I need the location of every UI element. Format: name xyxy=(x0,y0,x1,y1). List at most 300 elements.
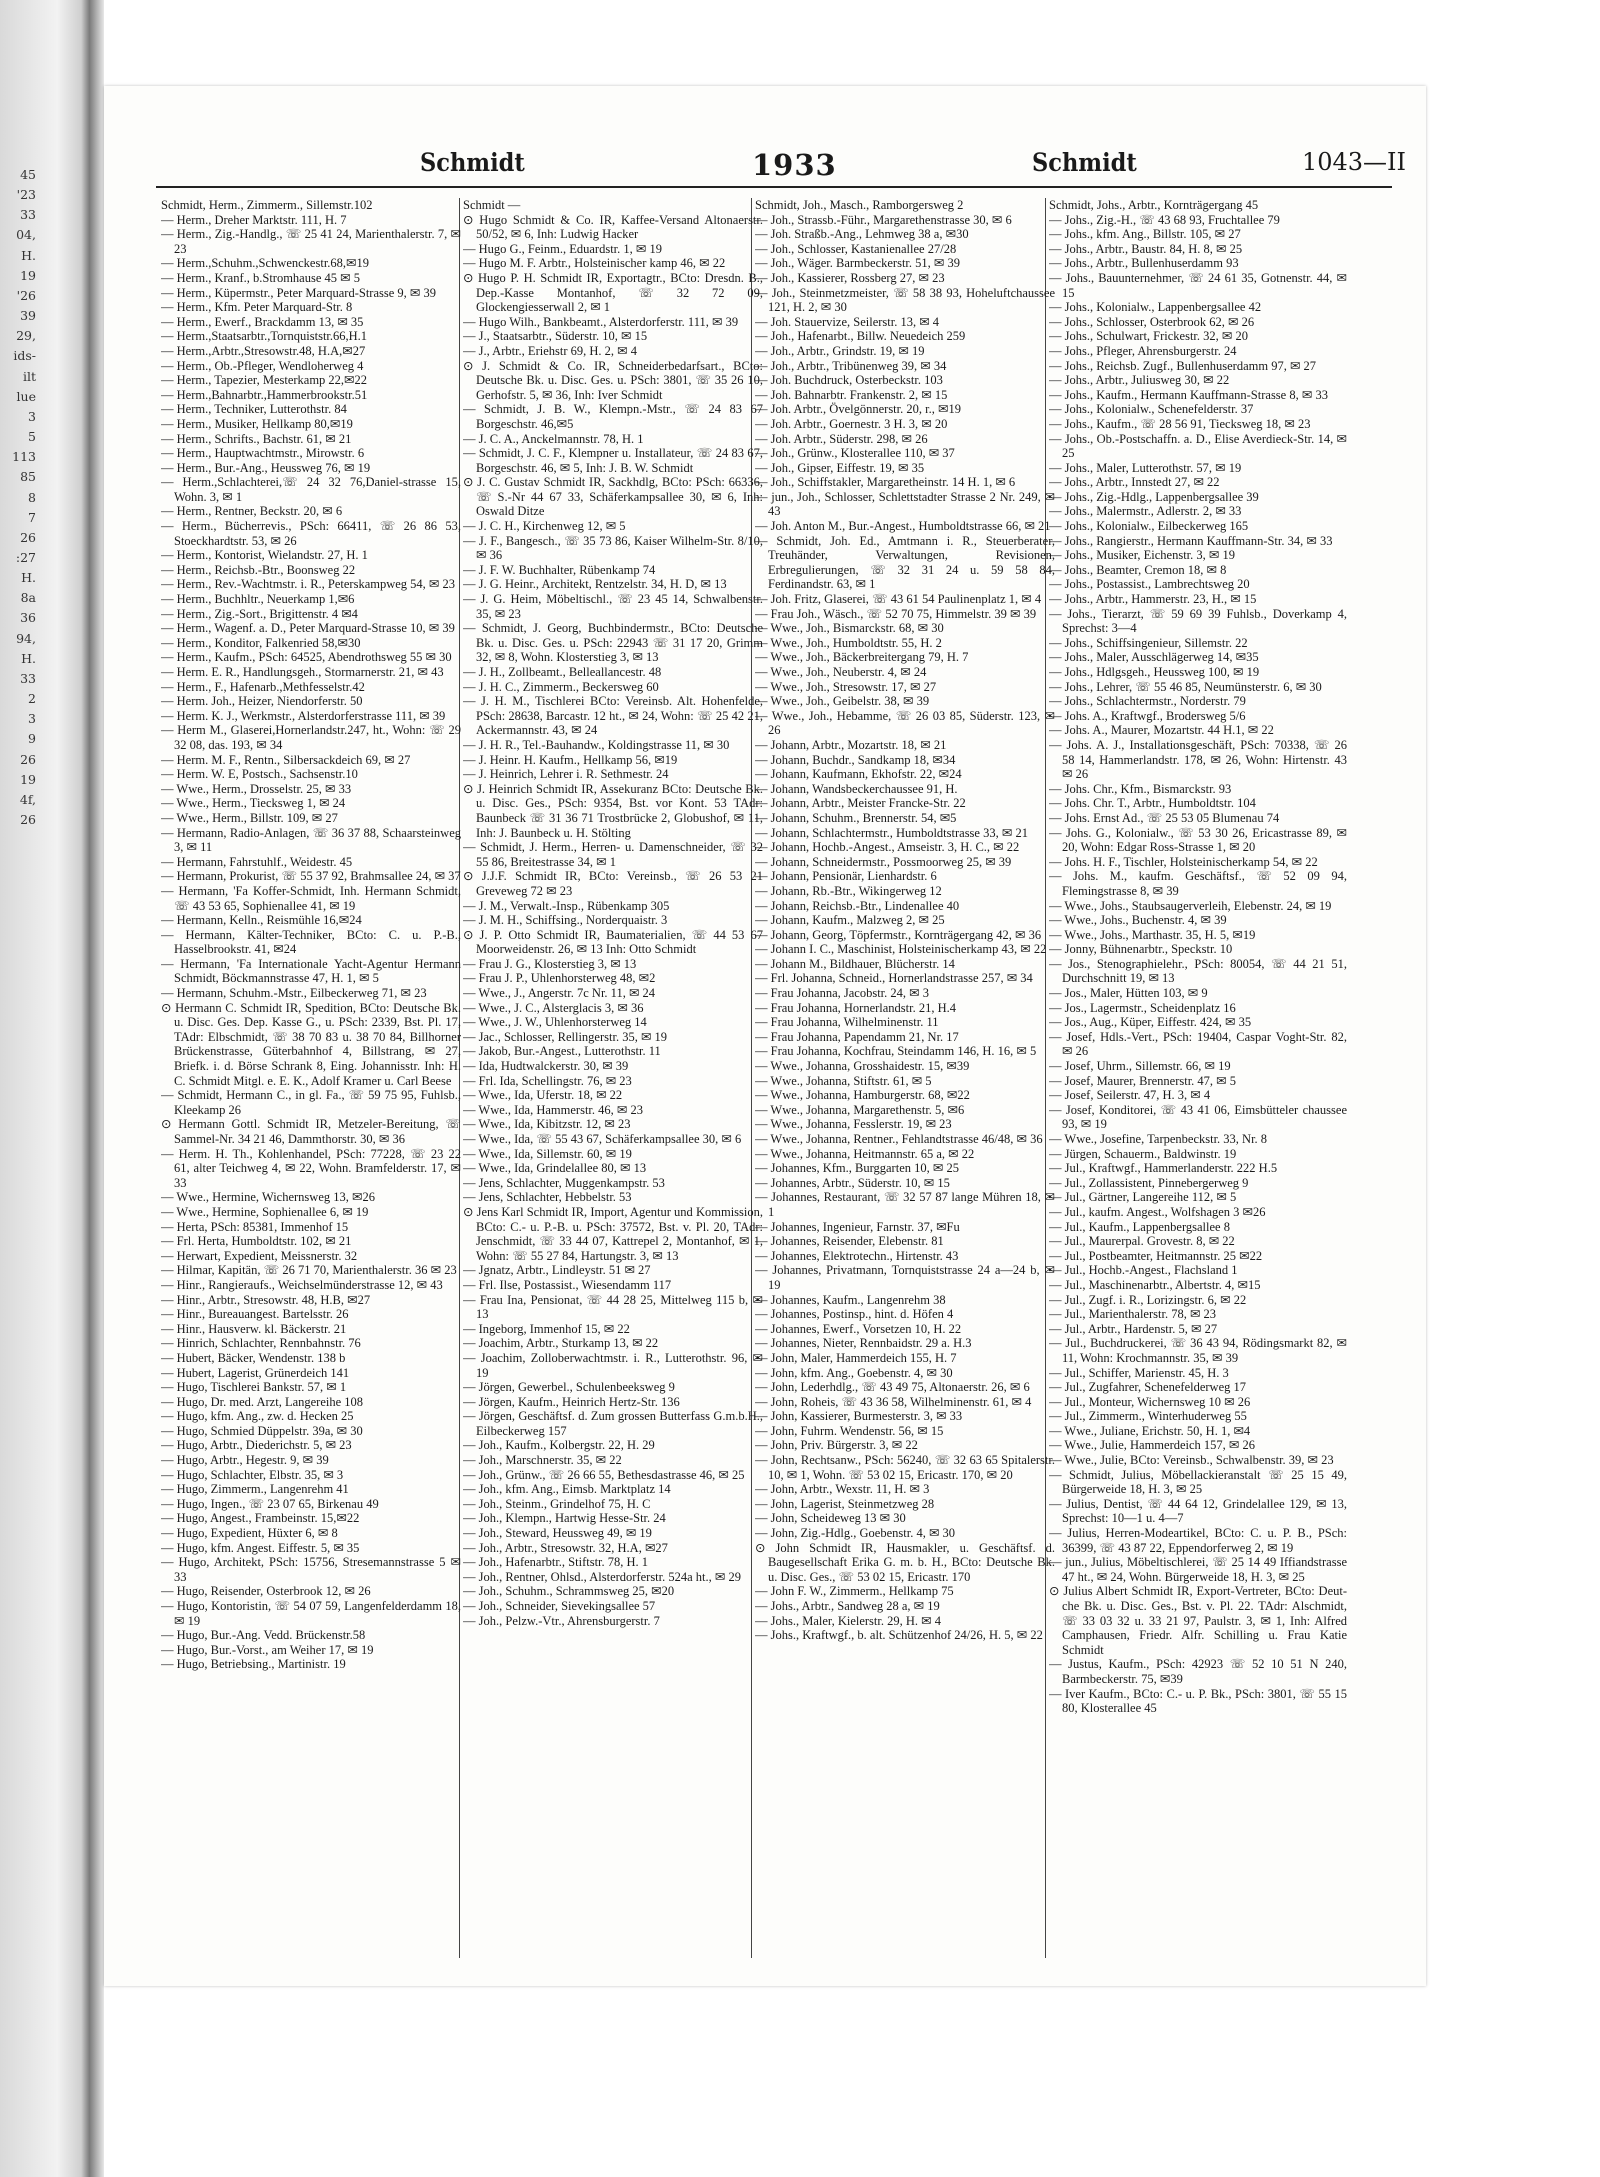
directory-entry: — John, Zig.-Hdlg., Goebenstr. 4, ✉ 30 xyxy=(755,1526,956,1541)
directory-entry: — Johs., Arbtr., Innstedt 27, ✉ 22 xyxy=(1049,475,1220,490)
directory-entry: — Wwe., Joh., Geibelstr. 38, ✉ 39 xyxy=(755,694,930,709)
header-left-name: Schmidt xyxy=(420,148,525,177)
directory-entry: Schmidt, Johs., Arbtr., Kornträgergang 45 xyxy=(1049,198,1259,212)
directory-entry: — Julius, Herren-Modeartikel, BCto: C. u. P. B., PSch: 36399, ☏ 43 87 22, Eppendorferweg 2, ✉ 19 xyxy=(1049,1526,1347,1555)
directory-entry: — Wwe., Ida, Hammerstr. 46, ✉ 23 xyxy=(463,1102,643,1117)
margin-fragment: 04, xyxy=(16,227,36,243)
directory-entry: — Herm.,Arbtr.,Stresowstr.48, H.A,✉27 xyxy=(161,343,366,358)
directory-entry: — Jonny, Bühnenarbtr., Speckstr. 10 xyxy=(1049,942,1233,957)
directory-entry: — John, Rechtsanw., PSch: 56240, ☏ 32 63 65 Spitalerstr. 10, ✉ 1, Wohn. ☏ 53 02 15, Ericastr. 170, ✉ 20 xyxy=(755,1453,1055,1482)
directory-entry: — Frau Johanna, Wilhelminenstr. 11 xyxy=(755,1015,939,1030)
directory-entry: — Johs., Beamter, Cremon 18, ✉ 8 xyxy=(1049,562,1227,577)
directory-entry: — Johann, Pensionär, Lienhardstr. 6 xyxy=(755,869,937,884)
directory-entry: — Wwe., J. C., Alsterglacis 3, ✉ 36 xyxy=(463,1000,644,1015)
directory-entry: — J. H. R., Tel.-Bauhandw., Koldingstrasse 11, ✉ 30 xyxy=(463,737,730,752)
margin-fragment: '26 xyxy=(16,287,36,303)
directory-entry: — Johs., Kolonialw., Eilbeckerweg 165 xyxy=(1049,519,1249,534)
directory-entry: — Joh., Arbtr., Tribünenweg 39, ✉ 34 xyxy=(755,358,947,373)
directory-entry: — Joh., Kassierer, Rossberg 27, ✉ 23 xyxy=(755,270,945,285)
directory-entry: — Frl. Johanna, Schneid., Hornerlandstrasse 257, ✉ 34 xyxy=(755,971,1033,986)
directory-entry: — Johs., Musiker, Eichenstr. 3, ✉ 19 xyxy=(1049,548,1236,563)
directory-entry: — J. H. M., Tischlerei BCto: Vereinsb. Alt. Hohenfelde, PSch: 28638, Barcastr. 12 ht., ✉ 24, Wohn: ☏ 25 42 21, Ackermannstr. 43, ✉ 24 xyxy=(463,694,763,738)
directory-entry: — Jens, Schlachter, Muggenkampstr. 53 xyxy=(463,1175,665,1190)
directory-entry: — Jul., Schiffer, Marienstr. 45, H. 3 xyxy=(1049,1365,1229,1380)
directory-entry: — Herm., Bur.-Ang., Heussweg 76, ✉ 19 xyxy=(161,460,371,475)
directory-entry: — Hugo Wilh., Bankbeamt., Alsterdorferstr. 111, ✉ 39 xyxy=(463,314,739,329)
directory-entry: — Herm., Reichsb.-Btr., Boonsweg 22 xyxy=(161,562,356,577)
directory-entry: — Hinr., Arbtr., Stresowstr. 48, H.B, ✉27 xyxy=(161,1292,371,1307)
directory-entry: ⊙ Hermann Gottl. Schmidt IR, Metzeler-Bereitung, ☏ Sammel-Nr. 34 21 46, Dammthorstr. 30, ✉ 36 xyxy=(161,1117,461,1146)
directory-entry: — Johannes, Restaurant, ☏ 32 57 87 lange Mühren 18, ✉ 1 xyxy=(755,1190,1055,1219)
directory-entry: — Joh. Buchdruck, Osterbeckstr. 103 xyxy=(755,373,943,388)
directory-entry: — Johs., Maler, Ausschlägerweg 14, ✉35 xyxy=(1049,650,1259,665)
directory-entry: — Joh., Strassb.-Führ., Margarethenstrasse 30, ✉ 6 xyxy=(755,212,1012,227)
directory-entry: — Wwe., Johanna, Grosshaidestr. 15, ✉39 xyxy=(755,1059,970,1074)
directory-entry: — Hugo, Bur.-Vorst., am Weiher 17, ✉ 19 xyxy=(161,1642,374,1657)
directory-entry: — Frau J. P., Uhlenhorsterweg 48, ✉2 xyxy=(463,971,656,986)
directory-entry: — Herm., Konditor, Falkenried 58,✉30 xyxy=(161,635,361,650)
directory-entry: — Hermann, Kälter-Techniker, BCto: C. u. P.-B., Hasselbrookstr. 41, ✉24 xyxy=(161,927,461,957)
directory-entry: — Hugo, Arbtr., Hegestr. 9, ✉ 39 xyxy=(161,1453,329,1468)
directory-entry: — Johann, Schneidermstr., Possmoorweg 25, ✉ 39 xyxy=(755,854,1012,869)
directory-entry: — Joh., Klempn., Hartwig Hesse-Str. 24 xyxy=(463,1511,666,1526)
directory-entry: — Herm., Buchhltr., Neuerkamp 1,✉6 xyxy=(161,592,355,607)
directory-entry: — Johannes, Ingenieur, Farnstr. 37, ✉Fu xyxy=(755,1219,960,1234)
directory-entry: — jun., Julius, Möbeltischlerei, ☏ 25 14 49 Iffiandstrasse 47 ht., ✉ 24, Wohn. Bürgerweide 18, H. 3, ✉ 25 xyxy=(1049,1555,1347,1584)
directory-entry: — J. C. H., Kirchenweg 12, ✉ 5 xyxy=(463,519,626,534)
directory-entry: — Johann, Hochb.-Angest., Amseistr. 3, H. C., ✉ 22 xyxy=(755,840,1020,855)
directory-entry: — John, Maler, Hammerdeich 155, H. 7 xyxy=(755,1350,957,1365)
directory-entry: — Johs., Schlachtermstr., Norderstr. 79 xyxy=(1049,694,1246,709)
margin-fragment: 3 xyxy=(28,408,36,424)
directory-entry: — Wwe., Herm., Tiecksweg 1, ✉ 24 xyxy=(161,796,346,811)
directory-entry: — Jul., Zimmerm., Winterhuderweg 55 xyxy=(1049,1409,1247,1424)
directory-entry: ⊙ Hugo Schmidt & Co. IR, Kaffee-Versand Altonaerstr. 50/52, ✉ 6, Inh: Ludwig Hacker xyxy=(463,212,763,242)
directory-entry: — Johs., Kaufm., ☏ 28 56 91, Tiecksweg 18, ✉ 23 xyxy=(1049,416,1311,431)
directory-entry: — Hugo, Tischlerei Bankstr. 57, ✉ 1 xyxy=(161,1380,347,1395)
directory-entry: — Johs., Schulwart, Frickestr. 32, ✉ 20 xyxy=(1049,329,1249,344)
directory-entry: — Johs., Kolonialw., Schenefelderstr. 37 xyxy=(1049,402,1254,417)
directory-entry: — Jörgen, Geschäftsf. d. Zum grossen Butterfass G.m.b.H., Eilbeckerweg 157 xyxy=(463,1409,763,1438)
directory-entry: — John, Lederhdlg., ☏ 43 49 75, Altonaerstr. 26, ✉ 6 xyxy=(755,1380,1030,1395)
directory-entry: — J. C. A., Anckelmannstr. 78, H. 1 xyxy=(463,431,644,446)
directory-entry: — Hermann, Fahrstuhlf., Weidestr. 45 xyxy=(161,854,353,869)
directory-entry: — Herm., Musiker, Hellkamp 80,✉19 xyxy=(161,416,353,431)
directory-entry: — Wwe., Joh., Humboldtstr. 55, H. 2 xyxy=(755,635,942,650)
directory-entry: — J., Staatsarbtr., Süderstr. 10, ✉ 15 xyxy=(463,329,648,344)
directory-entry: — Johannes, Kfm., Burggarten 10, ✉ 25 xyxy=(755,1161,959,1176)
directory-entry: — Joachim, Zolloberwachtmstr. i. R., Lutterothstr. 96, ✉ 19 xyxy=(463,1350,763,1380)
directory-entry: — Johann, Schlachtermstr., Humboldtstrasse 33, ✉ 21 xyxy=(755,825,1028,840)
directory-entry: — Johs., Bauunternehmer, ☏ 24 61 35, Gotnenstr. 44, ✉ 15 xyxy=(1049,270,1347,300)
directory-entry: — Johs. A. J., Installationsgeschäft, PSch: 70338, ☏ 26 58 14, Hammerlandstr. 178, ✉ 26, Wohn: Hirtenstr. 43 ✉ 26 xyxy=(1049,737,1347,782)
directory-entry: — Wwe., Johs., Buchenstr. 4, ✉ 39 xyxy=(1049,913,1227,928)
directory-entry: — Johannes, Elektrotechn., Hirtenstr. 43 xyxy=(755,1248,959,1263)
directory-entry: — Johs., Zig.-H., ☏ 43 68 93, Fruchtallee 79 xyxy=(1049,212,1280,227)
directory-entry: — Jac., Schlosser, Rellingerstr. 35, ✉ 19 xyxy=(463,1029,668,1044)
directory-entry: — Hugo, Architekt, PSch: 15756, Stresemannstrasse 5 ✉ 33 xyxy=(161,1555,461,1584)
directory-entry: — Joh., Wäger. Barmbeckerstr. 51, ✉ 39 xyxy=(755,256,960,271)
margin-fragment: 29, xyxy=(16,328,36,344)
directory-entry: — Wwe., Ida, Grindelallee 80, ✉ 13 xyxy=(463,1161,647,1176)
directory-entry: ⊙ J. C. Gustav Schmidt IR, Sackhdlg, BCto: PSch: 66336, ☏ S.-Nr 44 67 33, Schäferkampsallee 30, ✉ 6, Inh: Oswald Ditze xyxy=(463,475,763,519)
directory-entry: — Joh., Steinm., Grindelhof 75, H. C xyxy=(463,1496,651,1511)
margin-fragment: H. xyxy=(21,570,36,586)
directory-entry: — Johannes, Postinsp., hint. d. Höfen 4 xyxy=(755,1307,954,1322)
margin-fragment: H. xyxy=(21,247,36,263)
directory-entry: — Hermann, 'Fa Koffer-Schmidt, Inh. Hermann Schmidt, ☏ 43 53 65, Sophienallee 41, ✉ 19 xyxy=(161,883,461,913)
directory-entry: — Hinr., Rangieraufs., Weichselmünderstrasse 12, ✉ 43 xyxy=(161,1277,443,1292)
directory-entry: — Josef, Maurer, Brennerstr. 47, ✉ 5 xyxy=(1049,1073,1237,1088)
directory-entry: — Ingeborg, Immenhof 15, ✉ 22 xyxy=(463,1321,630,1336)
directory-entry: — Johs. Chr., Kfm., Bismarckstr. 93 xyxy=(1049,781,1232,796)
directory-entry: — Herm., Zig.-Sort., Brigittenstr. 4 ✉4 xyxy=(161,606,358,621)
directory-entry: — Wwe., Johanna, Rentner., Fehlandtstrasse 46/48, ✉ 36 xyxy=(755,1132,1043,1146)
directory-entry: — Jul., kaufm. Angest., Wolfshagen 3 ✉26 xyxy=(1049,1204,1266,1219)
directory-entry: — Hugo, Schmied Düppelstr. 39a, ✉ 30 xyxy=(161,1423,363,1438)
header-page-number: 1043—II xyxy=(1301,148,1406,176)
directory-entry: ⊙ J. P. Otto Schmidt IR, Baumaterialien, ☏ 44 53 67 Moorweidenstr. 26, ✉ 13 Inh: Otto Schmidt xyxy=(463,927,763,957)
directory-entry: — Schmidt, Joh. Ed., Amtmann i. R., Steuerberater, Treuhänder, Verwaltungen, Revisionen, Erbregulierungen, ☏ 32 31 24 u. 59 58 84, Ferdinandstr. 63, ✉ 1 xyxy=(755,533,1055,592)
directory-entry: — Johann, Kaufmann, Ekhofstr. 22, ✉24 xyxy=(755,767,962,782)
margin-fragment: ilt xyxy=(22,368,36,384)
margin-fragment: 26 xyxy=(20,812,36,827)
directory-entry: — J. M., Verwalt.-Insp., Rübenkamp 305 xyxy=(463,898,670,913)
directory-entry: Schmidt, Herm., Zimmerm., Sillemstr.102 xyxy=(161,198,373,212)
directory-entry: — Hugo, Ingen., ☏ 23 07 65, Birkenau 49 xyxy=(161,1496,379,1511)
entry-column-3 xyxy=(755,198,1055,1958)
directory-entry: — Wwe., Joh., Bismarckstr. 68, ✉ 30 xyxy=(755,621,944,636)
header-rule xyxy=(156,186,1392,188)
directory-entry: — Wwe., Herm., Billstr. 109, ✉ 27 xyxy=(161,810,338,825)
directory-entry: — Hugo, Bur.-Ang. Vedd. Brückenstr.58 xyxy=(161,1628,366,1643)
directory-entry: — Wwe., Johanna, Hamburgerstr. 68, ✉22 xyxy=(755,1088,970,1103)
directory-entry: — Joh., Steinmetzmeister, ☏ 58 38 93, Hoheluftchaussee 121, H. 2, ✉ 30 xyxy=(755,285,1055,315)
directory-entry: ⊙ John Schmidt IR, Hausmakler, u. Geschäftsf. d. Baugesellschaft Erika G. m. b. H., BCto: Deutsche Bk. u. Disc. Ges., ☏ 53 02 15, Ericastr. 170 xyxy=(755,1540,1055,1584)
directory-entry: — Wwe., Joh., Bäckerbreitergang 79, H. 7 xyxy=(755,650,969,665)
directory-entry: — John, Roheis, ☏ 43 36 58, Wilhelminenstr. 61, ✉ 4 xyxy=(755,1394,1032,1409)
margin-fragment: 7 xyxy=(28,509,36,525)
directory-entry: — John, Arbtr., Wexstr. 11, H. ✉ 3 xyxy=(755,1482,930,1497)
margin-fragment: 5 xyxy=(28,429,36,445)
directory-entry: — Hugo, Kontoristin, ☏ 54 07 59, Langenfelderdamm 18, ✉ 19 xyxy=(161,1599,461,1628)
directory-entry: — Herm., Rev.-Wachtmstr. i. R., Peterskampweg 54, ✉ 23 xyxy=(161,577,456,592)
directory-entry: — Jos., Maler, Hütten 103, ✉ 9 xyxy=(1049,986,1208,1001)
margin-fragment: 3 xyxy=(28,711,36,727)
margin-fragment: ids- xyxy=(13,348,36,364)
directory-entry: — Hugo, Dr. med. Arzt, Langereihe 108 xyxy=(161,1394,364,1409)
directory-entry: — Frl. Ilse, Postassist., Wiesendamm 117 xyxy=(463,1277,672,1292)
directory-entry: — Jörgen, Gewerbel., Schulenbeeksweg 9 xyxy=(463,1380,675,1395)
directory-entry: — Hermann, Radio-Anlagen, ☏ 36 37 88, Schaarsteinweg 3, ✉ 11 xyxy=(161,825,461,855)
directory-entry: — Johann, Reichsb.-Btr., Lindenallee 40 xyxy=(755,898,960,913)
directory-entry: — Herm., Wagenf. a. D., Peter Marquard-Strasse 10, ✉ 39 xyxy=(161,621,455,636)
directory-entry: — John, kfm. Ang., Goebenstr. 4, ✉ 30 xyxy=(755,1365,953,1380)
directory-entry: — Johs., Maler, Kielerstr. 29, H. ✉ 4 xyxy=(755,1613,941,1628)
directory-entry: — Johs., Ob.-Postschaffn. a. D., Elise Averdieck-Str. 14, ✉ 25 xyxy=(1049,431,1347,461)
directory-entry: — Wwe., Josefine, Tarpenbeckstr. 33, Nr. 8 xyxy=(1049,1132,1268,1146)
directory-entry: — Johs., Schlosser, Osterbrook 62, ✉ 26 xyxy=(1049,314,1255,329)
directory-entry: — Hugo, Betriebsing., Martinistr. 19 xyxy=(161,1657,346,1672)
directory-entry: — Herm., Ob.-Pfleger, Wendloherweg 4 xyxy=(161,358,364,373)
directory-entry: — Justus, Kaufm., PSch: 42923 ☏ 52 10 51 N 240, Barmbeckerstr. 75, ✉39 xyxy=(1049,1657,1347,1686)
directory-entry: — Johann, Arbtr., Mozartstr. 18, ✉ 21 xyxy=(755,737,947,752)
directory-entry: — Hugo, kfm. Angest. Eiffestr. 5, ✉ 35 xyxy=(161,1540,360,1555)
directory-entry: — Wwe., Julie, Hammerdeich 157, ✉ 26 xyxy=(1049,1438,1256,1453)
directory-entry: — Joh. Arbtr., Süderstr. 298, ✉ 26 xyxy=(755,431,928,446)
directory-entry: — Frau Johanna, Papendamm 21, Nr. 17 xyxy=(755,1029,959,1044)
directory-entry: — Josef, Seilerstr. 47, H. 3, ✉ 4 xyxy=(1049,1088,1211,1103)
directory-entry: — Johs., Kaufm., Hermann Kauffmann-Strasse 8, ✉ 33 xyxy=(1049,387,1328,402)
directory-entry: — Jürgen, Schauerm., Baldwinstr. 19 xyxy=(1049,1146,1237,1161)
directory-entry: — Johs., Postassist., Lambrechtsweg 20 xyxy=(1049,577,1250,592)
directory-entry: — J. H. C., Zimmerm., Beckersweg 60 xyxy=(463,679,659,694)
margin-fragment: 19 xyxy=(20,771,36,787)
directory-entry: — J., Arbtr., Eriehstr 69, H. 2, ✉ 4 xyxy=(463,343,638,358)
directory-entry: — Johann, Schuhm., Brennerstr. 54, ✉5 xyxy=(755,810,957,825)
directory-entry: — Schmidt, J. C. F., Klempner u. Installateur, ☏ 24 83 67, Borgeschstr. 46, ✉ 5, Inh: J. B. W. Schmidt xyxy=(463,446,763,475)
entry-column-1 xyxy=(161,198,461,1958)
margin-fragment: 26 xyxy=(20,751,36,767)
directory-entry: — John, Priv. Bürgerstr. 3, ✉ 22 xyxy=(755,1438,918,1453)
margin-fragment: 19 xyxy=(20,267,36,283)
directory-entry: — Johann, Rb.-Btr., Wikingerweg 12 xyxy=(755,883,942,898)
directory-entry: — Herm., Kranf., b.Stromhause 45 ✉ 5 xyxy=(161,270,360,285)
margin-fragment: 33 xyxy=(20,207,36,223)
entry-column-4 xyxy=(1049,198,1347,1958)
directory-entry: — J. H., Zollbeamt., Belleallancestr. 48 xyxy=(463,665,662,679)
margin-fragment: H. xyxy=(21,650,36,666)
directory-entry: — Wwe., Joh., Neuberstr. 4, ✉ 24 xyxy=(755,665,927,679)
margin-fragment: 2 xyxy=(28,691,36,707)
directory-entry: — Johs., Arbtr., Sandweg 28 a, ✉ 19 xyxy=(755,1599,940,1613)
directory-entry: — Wwe., Julie, BCto: Vereinsb., Schwalbenstr. 39, ✉ 23 xyxy=(1049,1453,1334,1468)
directory-entry: — Herm.,Staatsarbtr.,Tornquiststr.66,H.1 xyxy=(161,329,368,344)
directory-entry: — Frau Johanna, Hornerlandstr. 21, H.4 xyxy=(755,1000,957,1015)
directory-entry: — J. Heinrich, Lehrer i. R. Sethmestr. 24 xyxy=(463,767,669,782)
directory-entry: — Josef, Uhrm., Sillemstr. 66, ✉ 19 xyxy=(1049,1059,1231,1074)
directory-entry: — Wwe., Ida, Sillemstr. 60, ✉ 19 xyxy=(463,1146,632,1161)
directory-entry: — Wwe., Johanna, Stiftstr. 61, ✉ 5 xyxy=(755,1073,932,1088)
directory-entry: — Johann M., Bildhauer, Blücherstr. 14 xyxy=(755,956,955,971)
directory-entry: — John, Fuhrm. Wendenstr. 56, ✉ 15 xyxy=(755,1423,944,1438)
directory-entry: — Jul., Postbeamter, Heitmannstr. 25 ✉22 xyxy=(1049,1248,1263,1263)
margin-fragment: 4f, xyxy=(19,791,36,807)
directory-entry: — Johs. M., kaufm. Geschäftsf., ☏ 52 09 94, Flemingstrasse 8, ✉ 39 xyxy=(1049,869,1347,898)
directory-entry: — Hermann, 'Fa Internationale Yacht-Agentur Hermann Schmidt, Böckmannstrasse 47, H. 1, ✉ 5 xyxy=(161,956,461,986)
directory-entry: — Herm., Kaufm., PSch: 64525, Abendrothsweg 55 ✉ 30 xyxy=(161,650,452,665)
directory-entry: — Herm. Joh., Heizer, Niendorferstr. 50 xyxy=(161,694,363,709)
directory-entry: — Herta, PSch: 85381, Immenhof 15 xyxy=(161,1219,349,1234)
directory-entry: — Johann, Wandsbeckerchaussee 91, H. xyxy=(755,781,958,796)
directory-entry: — Hugo, Arbtr., Diederichstr. 5, ✉ 23 xyxy=(161,1438,352,1453)
directory-entry: — Jul., Maschinenarbtr., Albertstr. 4, ✉15 xyxy=(1049,1277,1261,1292)
directory-entry: — Wwe., Ida, ☏ 55 43 67, Schäferkampsallee 30, ✉ 6 xyxy=(463,1132,742,1146)
margin-fragment: 85 xyxy=(20,469,36,485)
directory-entry: — Wwe., J. W., Uhlenhorsterweg 14 xyxy=(463,1015,647,1030)
directory-entry: — Johs., kfm. Ang., Billstr. 105, ✉ 27 xyxy=(1049,227,1241,242)
directory-entry: — Wwe., Ida, Kibitzstr. 12, ✉ 23 xyxy=(463,1117,631,1132)
directory-entry: — Herm., Ewerf., Brackdamm 13, ✉ 35 xyxy=(161,314,364,329)
directory-entry: — Wwe., Johs., Marthastr. 35, H. 5, ✉19 xyxy=(1049,927,1256,942)
directory-entry: — J. G. Heinr., Architekt, Rentzelstr. 34, H. D, ✉ 13 xyxy=(463,577,727,592)
directory-entry: — J. Heinr. H. Kaufm., Hellkamp 56, ✉19 xyxy=(463,752,678,767)
directory-entry: — Johann, Georg, Töpfermstr., Kornträgergang 42, ✉ 36 xyxy=(755,927,1042,942)
directory-entry: — Herm.,Bahnarbtr.,Hammerbrookstr.51 xyxy=(161,387,368,402)
directory-entry: — Schmidt, J. Georg, Buchbindermstr., BCto: Deutsche Bk. u. Disc. Ges. u. PSch: 22943 ☏ 31 17 20, Grimm 32, ✉ 8, Wohn. Klosterstieg 3, ✉ 13 xyxy=(463,621,763,665)
directory-entry: — Ida, Hudtwalckerstr. 30, ✉ 39 xyxy=(463,1059,629,1074)
directory-entry: — Wwe., J., Angerstr. 7c Nr. 11, ✉ 24 xyxy=(463,986,656,1001)
directory-entry: — Hugo, kfm. Ang., zw. d. Hecken 25 xyxy=(161,1409,354,1424)
directory-entry: — Wwe., Joh., Hebamme, ☏ 26 03 85, Süderstr. 123, ✉ 26 xyxy=(755,708,1055,738)
directory-entry: — Johannes, Reisender, Elebenstr. 81 xyxy=(755,1234,944,1249)
directory-entry: — Johs. G., Kolonialw., ☏ 53 30 26, Ericastrasse 89, ✉ 20, Wohn: Edgar Ross-Strasse 1, ✉ 20 xyxy=(1049,825,1347,855)
directory-entry: — Joh. Arbtr., Övelgönnerstr. 20, r., ✉19 xyxy=(755,402,961,417)
directory-entry: — Johs., Tierarzt, ☏ 59 69 39 Fuhlsb., Doverkamp 4, Sprechst: 3—4 xyxy=(1049,606,1347,636)
directory-entry: — Herm., Kfm. Peter Marquard-Str. 8 xyxy=(161,300,353,315)
directory-entry: ⊙ Jens Karl Schmidt IR, Import, Agentur und Kommission, BCto: C.- u. P.-B. u. PSch: 37572, Bst. v. Pl. 20, TAdr: Jenschmidt, ☏ 33 44 07, Kattrepel 2, Montanhof, ✉ 1, Wohn: ☏ 55 27 84, Hartungstr. 3, ✉ 13 xyxy=(463,1204,763,1263)
directory-entry: — Jos., Stenographielehr., PSch: 80054, ☏ 44 21 51, Durchschnitt 19, ✉ 13 xyxy=(1049,956,1347,986)
directory-entry: ⊙ J. Heinrich Schmidt IR, Assekuranz BCto: Deutsche Bk. u. Disc. Ges., PSch: 9354, Bst. vor Kont. 53 TAdr: Baunbeck ☏ 31 36 71 Trostbrücke 2, Globushof, ✉ 11, Inh: J. Baunbeck u. H. Stölting xyxy=(463,781,763,840)
directory-entry: ⊙ J.J.F. Schmidt IR, BCto: Vereinsb., ☏ 26 53 21 Greveweg 72 ✉ 23 xyxy=(463,869,763,898)
margin-fragment: 33 xyxy=(20,670,36,686)
directory-entry: — Iver Kaufm., BCto: C.- u. P. Bk., PSch: 3801, ☏ 55 15 80, Klosterallee 45 xyxy=(1049,1686,1347,1716)
directory-entry: — Jul., Zugfahrer, Schenefelderweg 17 xyxy=(1049,1380,1246,1395)
directory-entry: — Johs., Pfleger, Ahrensburgerstr. 24 xyxy=(1049,343,1237,358)
header-year: 1933 xyxy=(752,148,837,182)
directory-entry: — Jul., Arbtr., Hardenstr. 5, ✉ 27 xyxy=(1049,1321,1218,1336)
directory-entry: — Johs. H. F., Tischler, Holsteinischerkamp 54, ✉ 22 xyxy=(1049,854,1318,869)
directory-entry: — Wwe., Herm., Drosselstr. 25, ✉ 33 xyxy=(161,781,352,796)
directory-entry: — Johs., Arbtr., Bullenhuserdamm 93 xyxy=(1049,256,1239,271)
directory-entry: Schmidt — xyxy=(463,198,521,212)
directory-entry: — Herm. W. E, Postsch., Sachsenstr.10 xyxy=(161,767,358,782)
directory-entry: — Hilmar, Kapitän, ☏ 26 71 70, Marienthalerstr. 36 ✉ 23 xyxy=(161,1263,457,1278)
directory-entry: — Joh., Kaufm., Kolbergstr. 22, H. 29 xyxy=(463,1438,655,1453)
directory-entry: — Johannes, Nieter, Rennbaidstr. 29 a. H.3 xyxy=(755,1336,972,1351)
directory-entry: — Johann, Arbtr., Meister Francke-Str. 22 xyxy=(755,796,966,811)
page-header xyxy=(140,148,1406,188)
directory-entry: — Johs., Arbtr., Baustr. 84, H. 8, ✉ 25 xyxy=(1049,241,1243,256)
directory-entry: — Schmidt, J. Herm., Herren- u. Damenschneider, ☏ 32 55 86, Breitestrasse 34, ✉ 1 xyxy=(463,840,763,869)
directory-entry: — Josef, Konditorei, ☏ 43 41 06, Eimsbütteler chaussee 93, ✉ 19 xyxy=(1049,1102,1347,1132)
directory-entry: — Herm., Bücherrevis., PSch: 66411, ☏ 26 86 53, Stoeckhardtstr. 53, ✉ 26 xyxy=(161,519,461,548)
directory-entry: — Joh., Hafenarbt., Billw. Neuedeich 259 xyxy=(755,329,966,344)
directory-entry: — Johs., Reichsb. Zugf., Bullenhuserdamm 97, ✉ 27 xyxy=(1049,358,1317,373)
directory-entry: — Jakob, Bur.-Angest., Lutterothstr. 11 xyxy=(463,1044,661,1059)
directory-entry: — Joh. Fritz, Glaserei, ☏ 43 61 54 Paulinenplatz 1, ✉ 4 xyxy=(755,592,1042,607)
directory-entry: — Joh., Schuhm., Schrammsweg 25, ✉20 xyxy=(463,1584,675,1599)
directory-entry: — Johs. A., Maurer, Mozartstr. 44 H.1, ✉ 22 xyxy=(1049,723,1274,738)
directory-entry: — Johann, Buchdr., Sandkamp 18, ✉34 xyxy=(755,752,956,767)
directory-entry: — John, Lagerist, Steinmetzweg 28 xyxy=(755,1496,935,1511)
directory-entry: — Joh., kfm. Ang., Eimsb. Marktplatz 14 xyxy=(463,1482,671,1497)
directory-entry: — John F. W., Zimmerm., Hellkamp 75 xyxy=(755,1584,954,1599)
directory-entry: — Johannes, Kaufm., Langenrehm 38 xyxy=(755,1292,946,1307)
directory-entry: ⊙ J. Schmidt & Co. IR, Schneiderbedarfsart., BCto: Deutsche Bk. u. Disc. Ges. u. PSch: 3801, ☏ 35 26 10, Gerhofstr. 5, ✉ 36, Inh: Iver Schmidt xyxy=(463,358,763,402)
directory-entry: — Schmidt, J. B. W., Klempn.-Mstr., ☏ 24 83 67 Borgeschstr. 46,✉5 xyxy=(463,402,763,431)
directory-entry: — Frl. Herta, Humboldtstr. 102, ✉ 21 xyxy=(161,1234,352,1249)
directory-entry: — Herm., F., Hafenarb.,Methfesselstr.42 xyxy=(161,679,365,694)
directory-entry: — Hinr., Bureauangest. Bartelsstr. 26 xyxy=(161,1307,349,1322)
directory-entry: — Joh., Schiffstakler, Margaretheinstr. 14 H. 1, ✉ 6 xyxy=(755,475,1016,490)
directory-entry: — Hugo G., Feinm., Eduardstr. 1, ✉ 19 xyxy=(463,241,663,256)
directory-entry: — Joh., Hafenarbtr., Stiftstr. 78, H. 1 xyxy=(463,1555,649,1570)
directory-entry: — Joh., Rentner, Ohlsd., Alsterdorferstr. 524a ht., ✉ 29 xyxy=(463,1569,741,1584)
directory-entry: — Johs., Kolonialw., Lappenbergsallee 42 xyxy=(1049,300,1262,315)
directory-entry: — Herm., Zig.-Handlg., ☏ 25 41 24, Marienthalerstr. 7, ✉ 23 xyxy=(161,227,461,256)
margin-fragment: 45 xyxy=(20,167,36,182)
directory-entry: — Jgnatz, Arbtr., Lindleystr. 51 ✉ 27 xyxy=(463,1263,651,1278)
directory-entry: — Wwe., Johanna, Heitmannstr. 65 a, ✉ 22 xyxy=(755,1146,975,1161)
directory-entry: — Herm., Küpermstr., Peter Marquard-Strasse 9, ✉ 39 xyxy=(161,285,436,300)
directory-entry: — Hugo M. F. Arbtr., Holsteinischer kamp 46, ✉ 22 xyxy=(463,256,726,271)
margin-fragment: 26 xyxy=(20,529,36,545)
directory-entry: — Julius, Dentist, ☏ 44 64 12, Grindelallee 129, ✉ 13, Sprechst: 10—1 u. 4—7 xyxy=(1049,1496,1347,1526)
margin-fragment: 8 xyxy=(28,489,36,505)
entry-column-2 xyxy=(463,198,763,1958)
directory-entry: — Joh., Schlosser, Kastanienallee 27/28 xyxy=(755,241,957,256)
directory-entry: — Jul., Buchdruckerei, ☏ 36 43 94, Rödingsmarkt 82, ✉ 11, Wohn: Krochmannstr. 35, ✉ 39 xyxy=(1049,1336,1347,1365)
directory-entry: — Herm. H. Th., Kohlenhandel, PSch: 77228, ☏ 23 22 61, alter Teichweg 4, ✉ 22, Wohn. Bramfelderstr. 17, ✉ 33 xyxy=(161,1146,461,1190)
margin-fragment: :27 xyxy=(15,549,36,565)
directory-page xyxy=(104,86,1426,1986)
directory-entry: — Joh. Arbtr., Goernestr. 3 H. 3, ✉ 20 xyxy=(755,416,948,431)
directory-entry: — Joh., Pelzw.-Vtr., Ahrensburgerstr. 7 xyxy=(463,1613,660,1628)
directory-entry: ⊙ Hermann C. Schmidt IR, Spedition, BCto: Deutsche Bk. u. Disc. Ges. Dep. Kasse G., u. PSch: 2339, Bst. Pl. 17, TAdr: Elbschmidt, ☏ 38 70 83 u. 38 70 84, Billhorner Brückenstrasse, Güterbahnhof 4, Billstrang, ✉ 27, Briefk. i. d. Börse Schrank 8, Eing. Johannisstr. Inh: H. C. Schmidt Mitgl. e. E. K., Adolf Kramer u. Carl Beese xyxy=(161,1000,461,1088)
directory-entry: — Johs. Ernst Ad., ☏ 25 53 05 Blumenau 74 xyxy=(1049,810,1280,825)
directory-entry: — Johs., Malermstr., Adlerstr. 2, ✉ 33 xyxy=(1049,504,1242,519)
margin-fragment: 94, xyxy=(16,630,36,646)
directory-entry: — Herm., Schrifts., Bachstr. 61, ✉ 21 xyxy=(161,431,352,446)
directory-entry: — Joh., Grünw., Klosterallee 110, ✉ 37 xyxy=(755,446,955,461)
directory-entry: — Wwe., Johanna, Margarethenstr. 5, ✉6 xyxy=(755,1102,965,1117)
directory-entry: — Jul., Gärtner, Langereihe 112, ✉ 5 xyxy=(1049,1190,1237,1205)
directory-entry: — Hugo, Zimmerm., Langenrehm 41 xyxy=(161,1482,349,1497)
previous-page-margin xyxy=(0,165,38,1955)
directory-entry: — Wwe., Hermine, Wichernsweg 13, ✉26 xyxy=(161,1190,375,1205)
directory-entry: — Herm. K. J., Werkmstr., Alsterdorferstrasse 111, ✉ 39 xyxy=(161,708,446,723)
directory-entry: — Wwe., Juliane, Erichstr. 50, H. 1, ✉4 xyxy=(1049,1423,1251,1438)
directory-entry: — Johannes, Arbtr., Süderstr. 10, ✉ 15 xyxy=(755,1175,950,1190)
directory-entry: — Wwe., Ida, Uferstr. 18, ✉ 22 xyxy=(463,1088,623,1103)
directory-entry: — Schmidt, Julius, Möbellackieranstalt ☏ 25 15 49, Bürgerweide 18, H. 3, ✉ 25 xyxy=(1049,1467,1347,1497)
directory-entry: — Herm. E. R., Handlungsgeh., Stormarnerstr. 21, ✉ 43 xyxy=(161,665,444,679)
directory-entry: Schmidt, Joh., Masch., Ramborgersweg 2 xyxy=(755,198,964,212)
directory-entry: — J. F. W. Buchhalter, Rübenkamp 74 xyxy=(463,562,656,577)
directory-entry: — Hugo, Reisender, Osterbrook 12, ✉ 26 xyxy=(161,1584,371,1599)
directory-entry: — Herm., Rentner, Beckstr. 20, ✉ 6 xyxy=(161,504,343,519)
directory-entry: — Frau Johanna, Jacobstr. 24, ✉ 3 xyxy=(755,986,929,1001)
directory-entry: — Herm.,Schlachterei,☏ 24 32 76,Daniel-strasse 15, Wohn. 3, ✉ 1 xyxy=(161,475,461,504)
directory-entry: — Hinr., Hausverw. kl. Bäckerstr. 21 xyxy=(161,1321,347,1336)
directory-entry: — Joachim, Arbtr., Sturkamp 13, ✉ 22 xyxy=(463,1336,659,1351)
directory-entry: — J. F., Bangesch., ☏ 35 73 86, Kaiser Wilhelm-Str. 8/10, ✉ 36 xyxy=(463,533,763,563)
directory-entry: — Wwe., Johanna, Fesslerstr. 19, ✉ 23 xyxy=(755,1117,952,1132)
directory-entry: — Jul., Marienthalerstr. 78, ✉ 23 xyxy=(1049,1307,1217,1322)
directory-entry: — Herm. M. F., Rentn., Silbersackdeich 69, ✉ 27 xyxy=(161,752,411,767)
directory-entry: — Jul., Maurerpal. Grovestr. 8, ✉ 22 xyxy=(1049,1234,1235,1249)
directory-entry: — Joh., Arbtr., Stresowstr. 32, H.A, ✉27 xyxy=(463,1540,668,1555)
directory-entry: — Joh., Marschnerstr. 35, ✉ 22 xyxy=(463,1453,622,1468)
directory-entry: — Frau J. G., Klosterstieg 3, ✉ 13 xyxy=(463,956,637,971)
directory-entry: — Jul., Monteur, Wichernsweg 10 ✉ 26 xyxy=(1049,1394,1251,1409)
directory-entry: — Frau Johanna, Kochfrau, Steindamm 146, H. 16, ✉ 5 xyxy=(755,1044,1037,1059)
margin-fragment: lue xyxy=(16,388,36,404)
directory-entry: — Jul., Zollassistent, Pinnebergerweg 9 xyxy=(1049,1175,1249,1190)
directory-entry: — jun., Joh., Schlosser, Schlettstadter Strasse 2 Nr. 249, ✉ 43 xyxy=(755,489,1055,519)
directory-entry: — Joh., Grünw., ☏ 26 66 55, Bethesdastrasse 46, ✉ 25 xyxy=(463,1467,745,1482)
